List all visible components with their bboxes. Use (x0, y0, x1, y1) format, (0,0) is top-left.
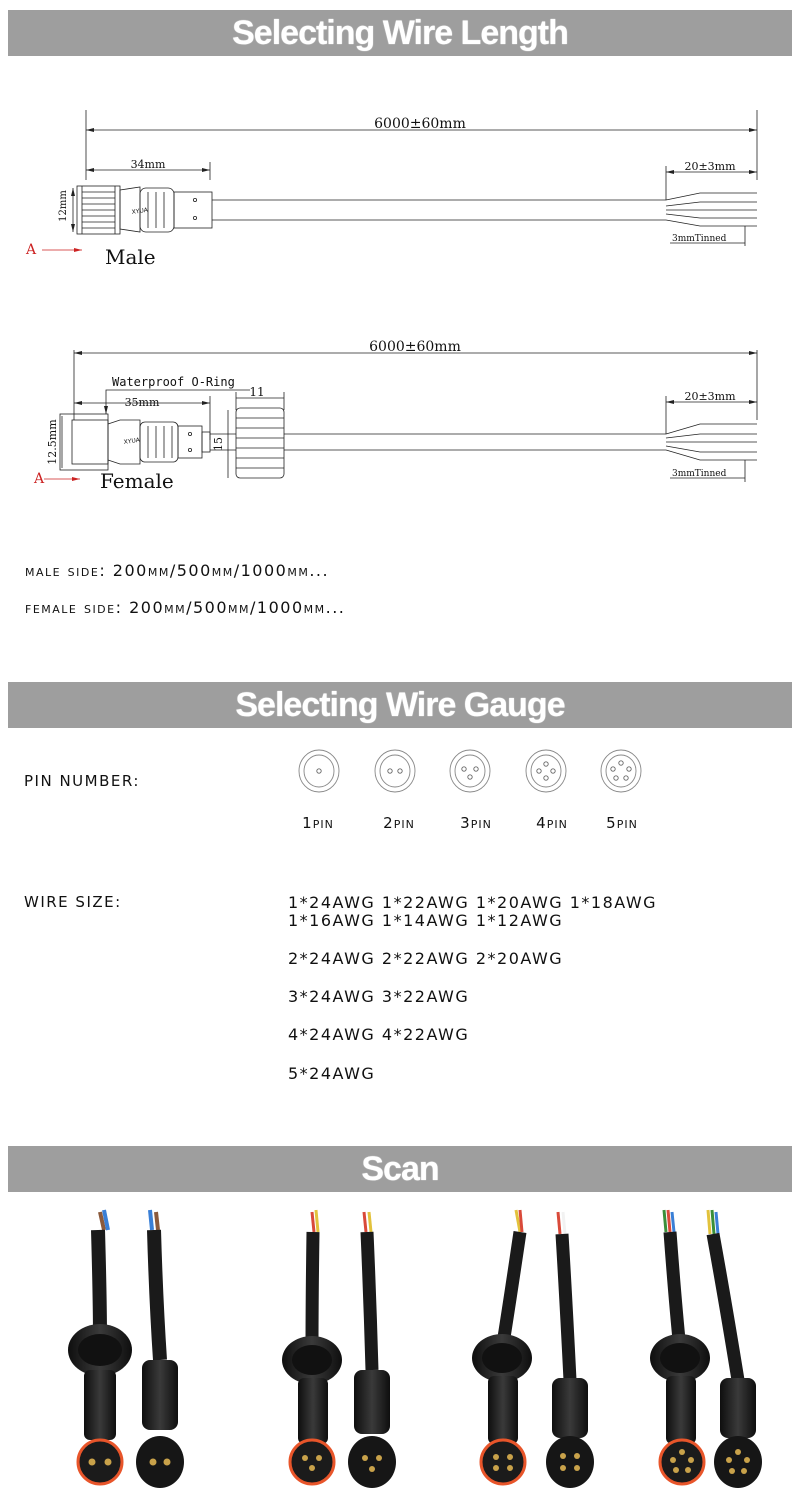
male-strip-length: 20±3mm (684, 160, 736, 173)
connector-pair-4pin (472, 1210, 594, 1488)
connector-pair-3pin (282, 1210, 396, 1488)
female-tinned-label: 3mmTinned (672, 469, 727, 479)
male-connector-drawing (0, 80, 800, 280)
waterproof-oring-label: Waterproof O-Ring (112, 375, 235, 389)
wire-size-row: 4*24AWG 4*22AWG (288, 1025, 470, 1044)
female-strip-length: 20±3mm (684, 390, 736, 403)
male-tinned-label: 3mmTinned (672, 234, 727, 244)
section-title-scan: Scan (8, 1146, 792, 1192)
pin-5-icon (599, 748, 643, 794)
connector-pair-5pin (650, 1210, 762, 1488)
connector-pair-2pin (68, 1210, 184, 1488)
male-side-lengths: male side: 200mm/500mm/1000mm... (25, 561, 330, 580)
male-total-length: 6000±60mm (374, 116, 466, 132)
pin-number-label: PIN NUMBER: (24, 772, 140, 790)
male-diameter: 12mm (58, 190, 69, 222)
female-side-lengths: female side: 200mm/500mm/1000mm... (25, 598, 346, 617)
section-title-wire-length: Selecting Wire Length (8, 10, 792, 56)
wire-size-row (288, 894, 657, 930)
male-connector-length: 34mm (130, 158, 166, 171)
wire-size-row: 3*24AWG 3*22AWG (288, 987, 470, 1006)
female-diameter: 12.5mm (46, 419, 59, 465)
wire-size-label: WIRE SIZE: (24, 893, 122, 911)
wire-size-row: 2*24AWG 2*22AWG 2*20AWG (288, 949, 564, 968)
female-brand-mark: XYUA (123, 436, 141, 446)
nut-height: 15 (212, 437, 225, 451)
male-brand-mark: XYUA (131, 206, 149, 216)
pin-label-4: 4pin (536, 814, 568, 832)
section-title-wire-gauge: Selecting Wire Gauge (8, 682, 792, 728)
connector-product-photo (0, 1200, 800, 1500)
pin-4-icon (524, 748, 568, 794)
male-name-label: Male (105, 245, 156, 269)
wire-size-line: 1*24AWG 1*22AWG 1*20AWG 1*18AWG (288, 893, 658, 912)
pin-label-1: 1pin (302, 814, 334, 832)
female-name-label: Female (100, 469, 174, 493)
female-connector-length: 35mm (124, 396, 160, 409)
female-view-marker: A (34, 471, 45, 487)
pin-3-icon (448, 748, 492, 794)
pin-label-5: 5pin (606, 814, 638, 832)
pin-2-icon (373, 748, 417, 794)
nut-width: 11 (249, 385, 265, 399)
wire-size-row: 5*24AWG (288, 1064, 376, 1083)
female-connector-drawing (0, 320, 800, 520)
pin-1-icon (297, 748, 341, 794)
pin-label-2: 2pin (383, 814, 415, 832)
female-total-length: 6000±60mm (369, 339, 461, 355)
wire-size-line: 1*16AWG 1*14AWG 1*12AWG (288, 911, 564, 930)
pin-label-3: 3pin (460, 814, 492, 832)
male-view-marker: A (26, 242, 37, 258)
